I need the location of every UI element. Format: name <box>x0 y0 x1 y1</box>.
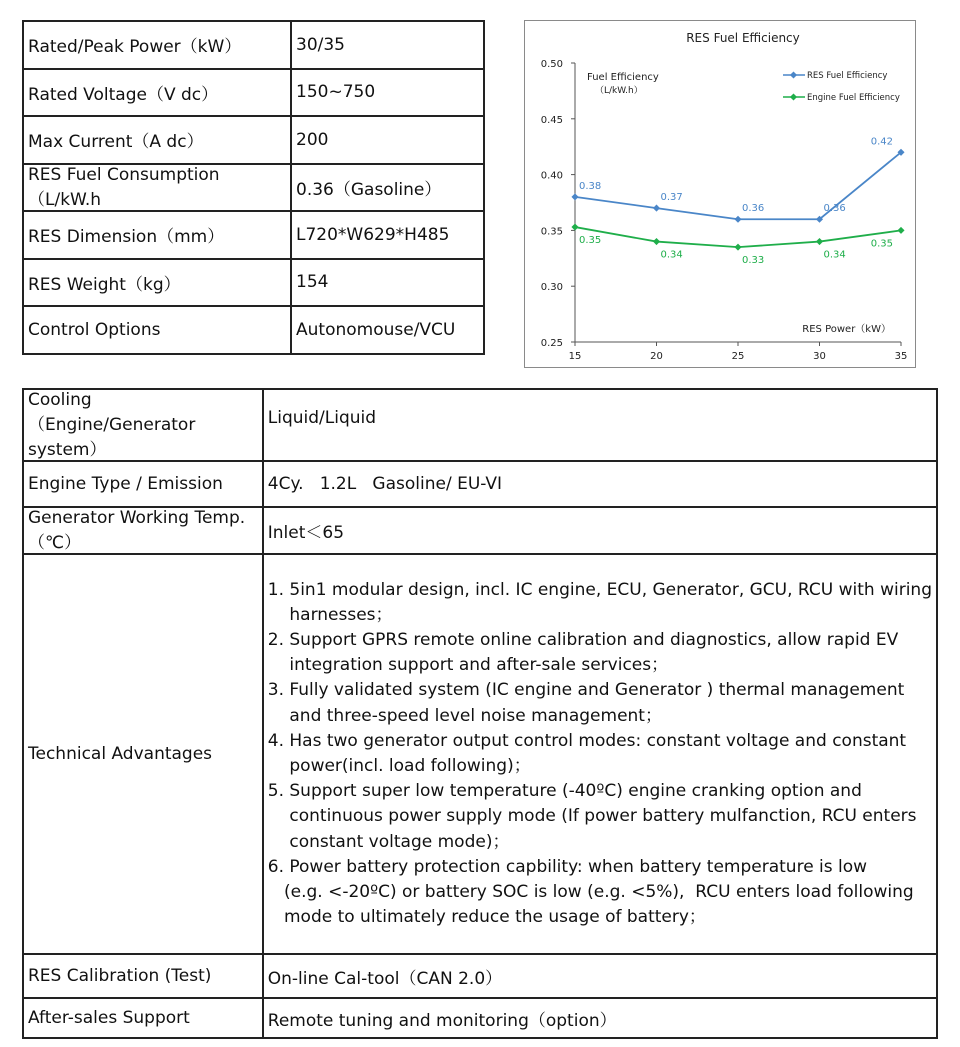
table-row <box>23 69 484 117</box>
data-label: 0.42 <box>870 136 893 148</box>
spec-value: 154 <box>291 259 484 307</box>
spec-value-calibration: On-line Cal-tool（CAN 2.0） <box>263 954 937 998</box>
list-item: (e.g. <-20ºC) or battery SOC is low (e.g. <5%), RCU enters load following <box>267 882 914 903</box>
list-item: 6. Power battery protection capbility: when battery temperature is low <box>267 856 868 877</box>
series-line <box>575 152 901 219</box>
legend-label: Engine Fuel Efficiency <box>807 93 900 103</box>
list-item: 5. Support super low temperature (-40ºC) engine cranking option and <box>267 781 862 802</box>
spec-value: Autonomouse/VCU <box>291 306 484 354</box>
x-tick-label: 15 <box>568 351 582 362</box>
spec-label: RES Weight（kg） <box>23 259 291 307</box>
table-row <box>23 116 484 164</box>
list-item: 4. Has two generator output control modes: constant voltage and constant <box>267 730 907 751</box>
spec-value-engine: 4Cy. 1.2L Gasoline/ EU-VI <box>263 461 937 507</box>
spec-label: RES Dimension（mm） <box>23 211 291 259</box>
spec-table-primary <box>22 20 485 355</box>
table-row <box>23 554 937 954</box>
data-point <box>653 205 660 212</box>
y-tick-label: 0.45 <box>540 114 563 126</box>
spec-value-advantages <box>263 554 937 954</box>
data-point <box>734 216 741 223</box>
data-label: 0.38 <box>579 180 602 192</box>
list-item: mode to ultimately reduce the usage of battery； <box>267 907 706 928</box>
table-row <box>23 306 484 354</box>
list-item: 2. Support GPRS remote online calibration and diagnostics, allow rapid EV <box>267 629 899 650</box>
data-label: 0.34 <box>660 249 683 261</box>
list-item: integration support and after-sale services； <box>267 655 669 676</box>
spec-label: RES Fuel Consumption（L/kW.h <box>23 164 291 212</box>
y-tick-label: 0.40 <box>540 170 563 182</box>
data-point <box>571 193 578 200</box>
cooling-label-line2: （Engine/Generator system） <box>28 415 196 460</box>
spec-label-engine: Engine Type / Emission <box>23 461 263 507</box>
spec-value: L720*W629*H485 <box>291 211 484 259</box>
table-row <box>23 164 484 212</box>
x-axis-label: RES Power（kW） <box>802 324 891 335</box>
spec-value: 200 <box>291 116 484 164</box>
table-row <box>23 21 484 69</box>
table-row <box>23 259 484 307</box>
table-row <box>23 211 484 259</box>
spec-value: 0.36（Gasoline） <box>291 164 484 212</box>
chart-axes <box>541 59 908 362</box>
cooling-label-line1: Cooling <box>28 390 92 410</box>
data-label: 0.37 <box>660 192 683 204</box>
x-tick-label: 35 <box>894 351 908 362</box>
y-tick-label: 0.50 <box>540 59 563 70</box>
chart-plot-area <box>571 136 904 266</box>
spec-label-gen-temp: Generator Working Temp.（℃） <box>23 507 263 554</box>
list-item: 3. Fully validated system (IC engine and Generator ) thermal management <box>267 680 905 701</box>
spec-value-gen-temp: Inlet＜65 <box>263 507 937 554</box>
list-item: and three-speed level noise management； <box>267 705 662 726</box>
data-label: 0.36 <box>823 203 846 215</box>
list-item: continuous power supply mode (If power battery mulfanction, RCU enters <box>267 806 917 827</box>
data-label: 0.34 <box>823 249 846 261</box>
y-axis-unit: （L/kW.h） <box>595 86 643 96</box>
advantages-list <box>268 578 932 931</box>
table-row <box>23 507 937 554</box>
list-item: power(incl. load following)； <box>267 756 531 776</box>
table-row <box>23 954 937 998</box>
data-point <box>816 238 823 245</box>
data-label: 0.36 <box>742 203 765 215</box>
table-row <box>23 461 937 507</box>
spec-label-cooling <box>23 389 263 461</box>
y-tick-label: 0.30 <box>540 282 563 294</box>
x-tick-label: 20 <box>650 351 663 362</box>
data-label: 0.33 <box>742 255 765 267</box>
table-row <box>23 998 937 1038</box>
chart-canvas <box>525 21 917 369</box>
legend-label: RES Fuel Efficiency <box>807 71 888 81</box>
data-point <box>897 227 904 234</box>
data-point <box>571 224 578 231</box>
spec-label: Rated/Peak Power（kW） <box>23 21 291 69</box>
data-point <box>653 238 660 245</box>
spec-label-aftersales: After-sales Support <box>23 998 263 1038</box>
spec-value-aftersales: Remote tuning and monitoring（option） <box>263 998 937 1038</box>
legend-marker <box>790 71 797 78</box>
spec-value-cooling: Liquid/Liquid <box>263 389 937 461</box>
spec-table-secondary <box>22 388 938 1039</box>
y-axis-label: Fuel Efficiency <box>587 72 659 83</box>
spec-label-advantages: Technical Advantages <box>23 554 263 954</box>
spec-label: Rated Voltage（V dc） <box>23 69 291 117</box>
y-tick-label: 0.35 <box>540 226 563 238</box>
fuel-efficiency-chart <box>524 20 916 368</box>
chart-title: RES Fuel Efficiency <box>686 31 800 45</box>
spec-label: Max Current（A dc） <box>23 116 291 164</box>
list-item: constant voltage mode)； <box>267 831 510 852</box>
legend-marker <box>790 93 797 100</box>
data-label: 0.35 <box>870 238 893 250</box>
list-item: 1. 5in1 modular design, incl. IC engine, ECU, Generator, GCU, RCU with wiring <box>267 579 932 600</box>
spec-value: 150~750 <box>291 69 484 117</box>
chart-legend <box>783 71 900 103</box>
data-label: 0.35 <box>579 235 602 247</box>
spec-value: 30/35 <box>291 21 484 69</box>
y-tick-label: 0.25 <box>540 338 563 349</box>
list-item: harnesses； <box>267 604 393 625</box>
spec-label: Control Options <box>23 306 291 354</box>
x-tick-label: 25 <box>731 351 745 362</box>
table-row <box>23 389 937 461</box>
x-tick-label: 30 <box>813 351 826 362</box>
spec-label-calibration: RES Calibration (Test) <box>23 954 263 998</box>
data-point <box>734 244 741 251</box>
